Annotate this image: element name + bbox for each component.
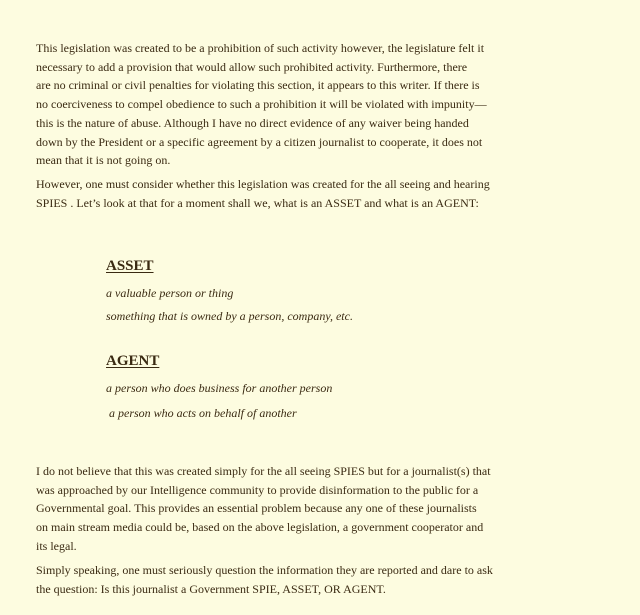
text-line: down by the President or a specific agreement by a citizen journalist to cooperate, it does not: [36, 134, 483, 149]
text-line: I do not believe that this was created simply for the all seeing SPIES but for a journalist(s) that: [36, 464, 491, 478]
paragraph-legislation: [36, 39, 556, 170]
text-line: However, one must consider whether this legislation was created for the all seeing and hearing: [36, 177, 490, 191]
asset-heading: ASSET: [106, 258, 154, 274]
paragraph-journalists: [36, 462, 556, 556]
text-line: was approached by our Intelligence community to provide disinformation to the public for a: [36, 482, 479, 497]
text-line: the question: Is this journalist a Government SPIE, ASSET, OR AGENT.: [36, 581, 386, 596]
asset-definition: a valuable person or thing: [106, 286, 234, 300]
text-line: Governmental goal. This provides an essential problem because any one of these journalists: [36, 501, 477, 516]
text-line: are no criminal or civil penalties for violating this section, it appears to this writer. If there is: [36, 78, 480, 93]
text-line: no coerciveness to compel obedience to such a prohibition it will be violated with impunity—: [36, 97, 487, 112]
text-line: this is the nature of abuse. Although I have no direct evidence of any waiver being handed: [36, 115, 469, 130]
agent-definition: a person who acts on behalf of another: [109, 406, 297, 420]
paragraph-conclusion: [36, 561, 556, 598]
text-line: its legal.: [36, 538, 77, 553]
agent-heading: AGENT: [106, 353, 160, 369]
text-line: necessary to add a provision that would allow such prohibited activity. Furthermore, there: [36, 59, 468, 74]
text-line: mean that it is not going on.: [36, 153, 171, 168]
agent-definition: a person who does business for another person: [106, 381, 333, 395]
asset-definition: something that is owned by a person, company, etc.: [106, 309, 353, 323]
text-line: SPIES . Let’s look at that for a moment shall we, what is an ASSET and what is an AGENT:: [36, 195, 479, 210]
text-line: on main stream media could be, based on the above legislation, a government cooperator and: [36, 520, 484, 535]
paragraph-spies: [36, 175, 556, 212]
text-line: Simply speaking, one must seriously question the information they are reported and dare to ask: [36, 563, 493, 577]
text-line: This legislation was created to be a prohibition of such activity however, the legislature felt it: [36, 41, 485, 55]
